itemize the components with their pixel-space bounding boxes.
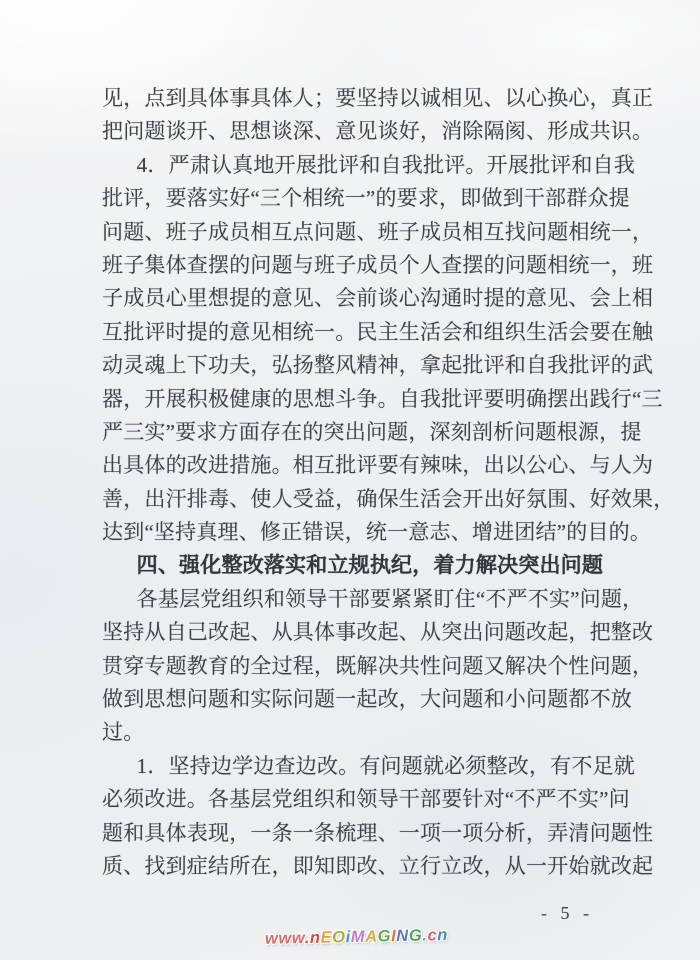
document-body: [102, 82, 675, 883]
watermark-letter: .: [422, 926, 428, 945]
watermark-letter: c: [427, 926, 438, 945]
watermark-letter: n: [309, 928, 321, 947]
text-line: 题和具体表现，一条一条梳理、一项一项分析，弄清问题性: [102, 820, 654, 845]
section-heading-line: 四、强化整改落实和立规执纪，着力解决突出问题: [136, 553, 604, 578]
text-line: 把问题谈开、思想谈深、意见谈好，消除隔阂、形成共识。: [102, 119, 654, 144]
watermark-letter: N: [396, 926, 410, 946]
watermark-letter: w: [264, 929, 279, 948]
text-line: 互批评时提的意见相统一。民主生活会和组织生活会要在触: [102, 319, 654, 344]
watermark-letter: O: [332, 928, 346, 947]
text-line: 达到“坚持真理、修正错误，统一意志、增进团结”的目的。: [102, 520, 652, 545]
page-number: - 5 -: [541, 903, 594, 923]
text-line: 出具体的改进措施。相互批评要有辣味，出以公心、与人为: [102, 453, 654, 478]
watermark-letter: E: [320, 928, 333, 947]
watermark-letter: w: [291, 929, 305, 948]
text-line: 问题、班子成员相互点问题、班子成员相互找问题相统一，: [102, 219, 654, 244]
text-line: 贯穿专题教育的全过程，既解决共性问题又解决个性问题，: [102, 653, 654, 678]
text-line: 4．严肃认真地开展批评和自我批评。开展批评和自我: [136, 152, 635, 177]
watermark-letter: i: [345, 928, 352, 947]
text-line: 善，出汗排毒、使人受益，确保生活会开出好氛围、好效果，: [102, 486, 675, 511]
watermark-letter: I: [390, 927, 397, 946]
watermark-letter: A: [364, 927, 378, 946]
text-line: 过。: [102, 720, 145, 745]
text-line: 质、找到症结所在，即知即改、立行立改，从一开始就改起: [102, 853, 654, 878]
watermark-letter: G: [377, 927, 392, 946]
neoimaging-watermark: [265, 925, 448, 949]
text-line: 做到思想问题和实际问题一起改，大问题和小问题都不放: [102, 687, 632, 712]
watermark-letter: M: [350, 927, 366, 947]
text-line: 器，开展积极健康的思想斗争。自我批评要明确摆出践行“三: [102, 386, 663, 411]
text-line: 子成员心里想提的意见、会前谈心沟通时提的意见、会上相: [102, 286, 654, 311]
text-line: 必须改进。各基层党组织和领导干部要针对“不严不实”问: [102, 787, 630, 812]
text-line: 严三实”要求方面存在的突出问题，深刻剖析问题根源，提: [102, 419, 642, 444]
watermark-letter: w: [278, 929, 293, 948]
text-line: 见，点到具体事具体人；要坚持以诚相见、以心换心，真正: [102, 86, 654, 110]
text-line: 动灵魂上下功夫，弘扬整风精神，拿起批评和自我批评的武: [102, 353, 654, 378]
text-line: 1．坚持边学边查边改。有问题就必须整改，有不足就: [136, 753, 635, 778]
watermark-letter: G: [408, 926, 423, 945]
text-line: 班子集体查摆的问题与班子成员个人查摆的问题相统一，班: [102, 252, 654, 277]
text-line: 坚持从自己改起、从具体事改起、从突出问题改起，把整改: [102, 620, 654, 645]
text-line: 批评，要落实好“三个相统一”的要求，即做到干部群众提: [102, 186, 630, 211]
watermark-letter: n: [437, 926, 449, 945]
text-line: 各基层党组织和领导干部要紧紧盯住“不严不实”问题，: [136, 586, 644, 611]
watermark-letter: .: [304, 928, 311, 948]
